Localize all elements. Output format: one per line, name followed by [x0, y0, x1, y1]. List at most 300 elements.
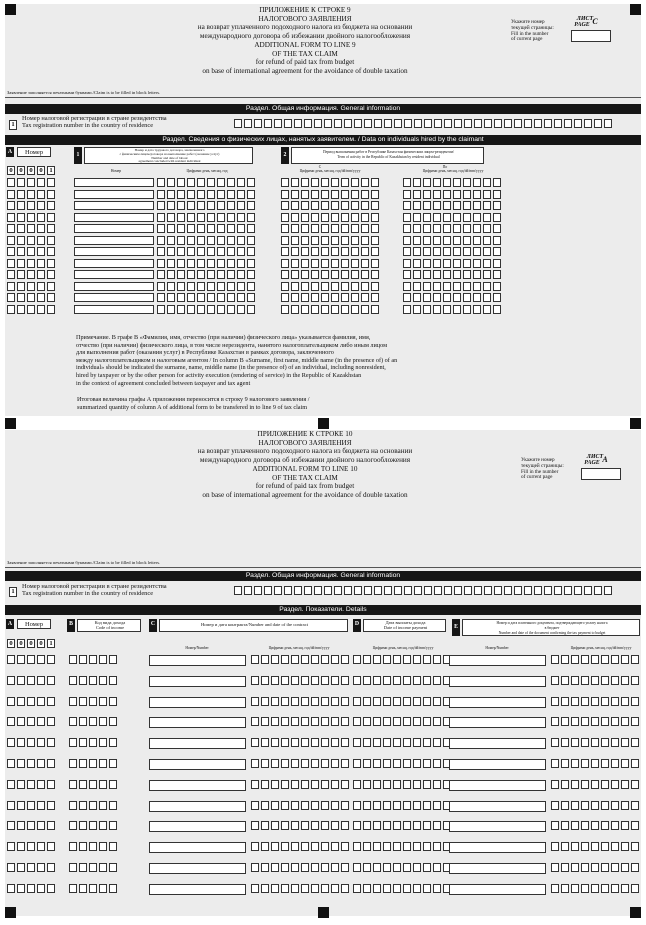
- row-number-cell[interactable]: [27, 759, 35, 768]
- contract-date-digit[interactable]: [237, 201, 245, 210]
- period-start-digit[interactable]: [341, 236, 349, 245]
- contract-date-digit[interactable]: [311, 863, 319, 872]
- payment-doc-number-input[interactable]: [449, 759, 546, 770]
- period-end-digit[interactable]: [403, 270, 411, 279]
- payment-doc-date-digit[interactable]: [551, 697, 559, 706]
- contract-number-input[interactable]: [74, 178, 154, 187]
- income-code-digit[interactable]: [109, 655, 117, 664]
- payment-doc-date-digit[interactable]: [581, 717, 589, 726]
- tax-reg-digit[interactable]: [504, 586, 512, 595]
- contract-date-digit[interactable]: [187, 293, 195, 302]
- contract-date-digit[interactable]: [247, 247, 255, 256]
- contract-date-digit[interactable]: [291, 697, 299, 706]
- payment-date-digit[interactable]: [373, 863, 381, 872]
- contract-date-digit[interactable]: [247, 213, 255, 222]
- contract-date-digit[interactable]: [261, 738, 269, 747]
- period-end-digit[interactable]: [473, 178, 481, 187]
- row-number-cell[interactable]: [47, 178, 55, 187]
- period-end-digit[interactable]: [423, 270, 431, 279]
- contract-date-digit[interactable]: [301, 842, 309, 851]
- contract-number-input[interactable]: [149, 717, 246, 728]
- payment-doc-date-digit[interactable]: [591, 697, 599, 706]
- row-number-cell[interactable]: [37, 863, 45, 872]
- period-start-digit[interactable]: [341, 270, 349, 279]
- contract-date-digit[interactable]: [157, 293, 165, 302]
- period-start-digit[interactable]: [281, 270, 289, 279]
- contract-date-digit[interactable]: [281, 863, 289, 872]
- payment-doc-date-digit[interactable]: [631, 655, 639, 664]
- period-end-digit[interactable]: [453, 236, 461, 245]
- income-code-digit[interactable]: [79, 655, 87, 664]
- period-start-digit[interactable]: [281, 213, 289, 222]
- contract-number-input[interactable]: [149, 738, 246, 749]
- contract-date-digit[interactable]: [291, 821, 299, 830]
- contract-date-digit[interactable]: [291, 801, 299, 810]
- payment-doc-date-digit[interactable]: [591, 801, 599, 810]
- payment-doc-date-digit[interactable]: [571, 884, 579, 893]
- contract-date-digit[interactable]: [301, 821, 309, 830]
- period-end-digit[interactable]: [413, 224, 421, 233]
- income-code-digit[interactable]: [89, 842, 97, 851]
- income-code-digit[interactable]: [89, 863, 97, 872]
- contract-date-digit[interactable]: [261, 863, 269, 872]
- payment-date-digit[interactable]: [363, 717, 371, 726]
- payment-doc-date-digit[interactable]: [621, 759, 629, 768]
- contract-date-digit[interactable]: [177, 224, 185, 233]
- income-code-digit[interactable]: [79, 821, 87, 830]
- period-start-digit[interactable]: [371, 247, 379, 256]
- row-number-cell[interactable]: [7, 697, 15, 706]
- contract-date-digit[interactable]: [217, 305, 225, 314]
- payment-date-digit[interactable]: [383, 697, 391, 706]
- payment-date-digit[interactable]: [403, 863, 411, 872]
- row-number-cell[interactable]: [7, 738, 15, 747]
- row-number-cell[interactable]: [17, 842, 25, 851]
- contract-date-digit[interactable]: [177, 201, 185, 210]
- page-number-input[interactable]: [571, 30, 611, 42]
- contract-date-digit[interactable]: [271, 863, 279, 872]
- contract-date-digit[interactable]: [281, 780, 289, 789]
- payment-doc-date-digit[interactable]: [631, 780, 639, 789]
- contract-date-digit[interactable]: [321, 655, 329, 664]
- payment-doc-date-digit[interactable]: [621, 780, 629, 789]
- period-start-digit[interactable]: [331, 305, 339, 314]
- income-code-digit[interactable]: [99, 842, 107, 851]
- tax-reg-digit[interactable]: [364, 586, 372, 595]
- payment-doc-date-digit[interactable]: [621, 697, 629, 706]
- contract-number-input[interactable]: [149, 780, 246, 791]
- payment-doc-date-digit[interactable]: [581, 738, 589, 747]
- period-start-digit[interactable]: [371, 178, 379, 187]
- period-start-digit[interactable]: [351, 305, 359, 314]
- payment-doc-date-digit[interactable]: [561, 842, 569, 851]
- period-start-digit[interactable]: [301, 178, 309, 187]
- row-number-cell[interactable]: [47, 884, 55, 893]
- payment-doc-date-digit[interactable]: [581, 842, 589, 851]
- contract-date-digit[interactable]: [227, 247, 235, 256]
- period-end-digit[interactable]: [453, 247, 461, 256]
- tax-reg-digit[interactable]: [484, 119, 492, 128]
- contract-date-digit[interactable]: [321, 821, 329, 830]
- income-code-digit[interactable]: [109, 801, 117, 810]
- payment-date-digit[interactable]: [433, 821, 441, 830]
- page-number-input[interactable]: [581, 468, 621, 480]
- contract-date-digit[interactable]: [247, 236, 255, 245]
- row-number-cell[interactable]: [17, 178, 25, 187]
- row-number-cell[interactable]: [47, 259, 55, 268]
- tax-reg-digit[interactable]: [524, 119, 532, 128]
- period-start-digit[interactable]: [361, 213, 369, 222]
- income-code-digit[interactable]: [109, 884, 117, 893]
- contract-date-digit[interactable]: [311, 676, 319, 685]
- payment-doc-date-digit[interactable]: [561, 801, 569, 810]
- period-start-digit[interactable]: [341, 282, 349, 291]
- contract-date-digit[interactable]: [187, 247, 195, 256]
- period-start-digit[interactable]: [311, 293, 319, 302]
- contract-date-digit[interactable]: [207, 178, 215, 187]
- period-start-digit[interactable]: [281, 282, 289, 291]
- payment-date-digit[interactable]: [413, 676, 421, 685]
- tax-reg-digit[interactable]: [344, 586, 352, 595]
- row-number-cell[interactable]: [37, 282, 45, 291]
- payment-doc-date-digit[interactable]: [571, 821, 579, 830]
- period-end-digit[interactable]: [463, 293, 471, 302]
- tax-reg-digit[interactable]: [534, 586, 542, 595]
- row-number-cell[interactable]: [27, 697, 35, 706]
- payment-date-digit[interactable]: [413, 697, 421, 706]
- payment-date-digit[interactable]: [353, 780, 361, 789]
- income-code-digit[interactable]: [69, 697, 77, 706]
- period-start-digit[interactable]: [321, 213, 329, 222]
- tax-reg-digit[interactable]: [334, 119, 342, 128]
- payment-date-digit[interactable]: [413, 738, 421, 747]
- payment-date-digit[interactable]: [393, 759, 401, 768]
- period-start-digit[interactable]: [321, 305, 329, 314]
- contract-date-digit[interactable]: [247, 259, 255, 268]
- contract-date-digit[interactable]: [341, 884, 349, 893]
- payment-date-digit[interactable]: [383, 780, 391, 789]
- period-end-digit[interactable]: [413, 201, 421, 210]
- period-start-digit[interactable]: [291, 213, 299, 222]
- contract-date-digit[interactable]: [237, 224, 245, 233]
- payment-doc-date-digit[interactable]: [611, 655, 619, 664]
- period-start-digit[interactable]: [311, 190, 319, 199]
- period-start-digit[interactable]: [331, 247, 339, 256]
- contract-date-digit[interactable]: [227, 293, 235, 302]
- contract-date-digit[interactable]: [331, 717, 339, 726]
- period-start-digit[interactable]: [291, 282, 299, 291]
- income-code-digit[interactable]: [79, 759, 87, 768]
- tax-reg-digit[interactable]: [554, 119, 562, 128]
- payment-date-digit[interactable]: [353, 801, 361, 810]
- payment-doc-date-digit[interactable]: [551, 676, 559, 685]
- payment-date-digit[interactable]: [423, 738, 431, 747]
- contract-date-digit[interactable]: [291, 780, 299, 789]
- row-number-cell[interactable]: [37, 676, 45, 685]
- tax-reg-digit[interactable]: [254, 586, 262, 595]
- period-start-digit[interactable]: [281, 178, 289, 187]
- tax-reg-digit[interactable]: [454, 586, 462, 595]
- tax-reg-digit[interactable]: [484, 586, 492, 595]
- contract-date-digit[interactable]: [341, 697, 349, 706]
- row-number-cell[interactable]: [37, 213, 45, 222]
- payment-doc-date-digit[interactable]: [631, 801, 639, 810]
- payment-date-digit[interactable]: [363, 884, 371, 893]
- tax-reg-digit[interactable]: [414, 586, 422, 595]
- tax-reg-digit[interactable]: [544, 119, 552, 128]
- period-start-digit[interactable]: [281, 293, 289, 302]
- payment-date-digit[interactable]: [353, 717, 361, 726]
- period-start-digit[interactable]: [301, 259, 309, 268]
- contract-date-digit[interactable]: [177, 247, 185, 256]
- payment-doc-date-digit[interactable]: [621, 884, 629, 893]
- payment-doc-number-input[interactable]: [449, 738, 546, 749]
- row-number-cell[interactable]: [17, 863, 25, 872]
- row-number-cell[interactable]: [17, 884, 25, 893]
- contract-date-digit[interactable]: [301, 759, 309, 768]
- contract-date-digit[interactable]: [301, 738, 309, 747]
- contract-date-digit[interactable]: [291, 842, 299, 851]
- payment-date-digit[interactable]: [433, 738, 441, 747]
- contract-number-input[interactable]: [74, 213, 154, 222]
- payment-doc-date-digit[interactable]: [591, 780, 599, 789]
- row-number-cell[interactable]: [7, 247, 15, 256]
- contract-date-digit[interactable]: [247, 201, 255, 210]
- period-start-digit[interactable]: [351, 178, 359, 187]
- period-start-digit[interactable]: [331, 190, 339, 199]
- payment-doc-date-digit[interactable]: [611, 717, 619, 726]
- period-start-digit[interactable]: [321, 178, 329, 187]
- period-end-digit[interactable]: [463, 236, 471, 245]
- contract-date-digit[interactable]: [207, 213, 215, 222]
- contract-date-digit[interactable]: [237, 178, 245, 187]
- period-end-digit[interactable]: [473, 201, 481, 210]
- contract-date-digit[interactable]: [227, 224, 235, 233]
- period-start-digit[interactable]: [281, 236, 289, 245]
- payment-doc-date-digit[interactable]: [551, 842, 559, 851]
- contract-date-digit[interactable]: [177, 305, 185, 314]
- contract-number-input[interactable]: [149, 697, 246, 708]
- income-code-digit[interactable]: [99, 717, 107, 726]
- income-code-digit[interactable]: [69, 676, 77, 685]
- income-code-digit[interactable]: [69, 738, 77, 747]
- row-number-cell[interactable]: [27, 842, 35, 851]
- contract-date-digit[interactable]: [207, 247, 215, 256]
- contract-date-digit[interactable]: [157, 213, 165, 222]
- tax-reg-digit[interactable]: [504, 119, 512, 128]
- tax-reg-digit[interactable]: [584, 119, 592, 128]
- tax-reg-digit[interactable]: [564, 119, 572, 128]
- period-end-digit[interactable]: [453, 259, 461, 268]
- contract-number-input[interactable]: [149, 676, 246, 687]
- row-number-cell[interactable]: [47, 821, 55, 830]
- row-number-cell[interactable]: [27, 247, 35, 256]
- payment-date-digit[interactable]: [413, 717, 421, 726]
- period-end-digit[interactable]: [483, 247, 491, 256]
- payment-doc-date-digit[interactable]: [581, 676, 589, 685]
- tax-reg-digit[interactable]: [424, 119, 432, 128]
- period-end-digit[interactable]: [433, 247, 441, 256]
- payment-doc-number-input[interactable]: [449, 655, 546, 666]
- period-end-digit[interactable]: [413, 213, 421, 222]
- tax-reg-digit[interactable]: [314, 119, 322, 128]
- period-end-digit[interactable]: [423, 178, 431, 187]
- period-start-digit[interactable]: [301, 201, 309, 210]
- payment-date-digit[interactable]: [393, 780, 401, 789]
- contract-date-digit[interactable]: [251, 801, 259, 810]
- contract-date-digit[interactable]: [167, 236, 175, 245]
- income-code-digit[interactable]: [99, 801, 107, 810]
- contract-date-digit[interactable]: [321, 738, 329, 747]
- period-end-digit[interactable]: [483, 236, 491, 245]
- tax-reg-digit[interactable]: [474, 119, 482, 128]
- period-start-digit[interactable]: [371, 224, 379, 233]
- row-number-cell[interactable]: [27, 863, 35, 872]
- period-start-digit[interactable]: [351, 282, 359, 291]
- payment-doc-number-input[interactable]: [449, 780, 546, 791]
- contract-date-digit[interactable]: [237, 305, 245, 314]
- row-number-cell[interactable]: [17, 293, 25, 302]
- period-start-digit[interactable]: [361, 190, 369, 199]
- payment-date-digit[interactable]: [393, 738, 401, 747]
- period-start-digit[interactable]: [361, 236, 369, 245]
- period-end-digit[interactable]: [423, 282, 431, 291]
- period-end-digit[interactable]: [413, 293, 421, 302]
- contract-date-digit[interactable]: [217, 236, 225, 245]
- period-start-digit[interactable]: [371, 190, 379, 199]
- payment-doc-date-digit[interactable]: [561, 697, 569, 706]
- period-end-digit[interactable]: [493, 259, 501, 268]
- tax-reg-digit[interactable]: [294, 119, 302, 128]
- contract-date-digit[interactable]: [271, 676, 279, 685]
- contract-date-digit[interactable]: [167, 201, 175, 210]
- period-start-digit[interactable]: [281, 259, 289, 268]
- payment-doc-number-input[interactable]: [449, 676, 546, 687]
- period-end-digit[interactable]: [473, 224, 481, 233]
- period-end-digit[interactable]: [483, 270, 491, 279]
- payment-doc-date-digit[interactable]: [581, 655, 589, 664]
- contract-date-digit[interactable]: [271, 821, 279, 830]
- payment-doc-date-digit[interactable]: [621, 717, 629, 726]
- tax-reg-digit[interactable]: [264, 586, 272, 595]
- period-end-digit[interactable]: [403, 293, 411, 302]
- payment-date-digit[interactable]: [413, 884, 421, 893]
- row-number-cell[interactable]: [37, 884, 45, 893]
- period-end-digit[interactable]: [493, 178, 501, 187]
- period-end-digit[interactable]: [423, 236, 431, 245]
- income-code-digit[interactable]: [79, 676, 87, 685]
- contract-date-digit[interactable]: [291, 676, 299, 685]
- payment-doc-date-digit[interactable]: [611, 697, 619, 706]
- period-start-digit[interactable]: [361, 247, 369, 256]
- row-number-cell[interactable]: [17, 247, 25, 256]
- payment-date-digit[interactable]: [423, 780, 431, 789]
- contract-number-input[interactable]: [74, 305, 154, 314]
- period-start-digit[interactable]: [341, 247, 349, 256]
- period-end-digit[interactable]: [423, 213, 431, 222]
- period-end-digit[interactable]: [433, 236, 441, 245]
- payment-date-digit[interactable]: [403, 759, 411, 768]
- payment-date-digit[interactable]: [423, 884, 431, 893]
- payment-doc-date-digit[interactable]: [611, 821, 619, 830]
- payment-date-digit[interactable]: [413, 780, 421, 789]
- payment-doc-date-digit[interactable]: [601, 780, 609, 789]
- period-end-digit[interactable]: [403, 224, 411, 233]
- row-number-cell[interactable]: [37, 697, 45, 706]
- payment-doc-date-digit[interactable]: [601, 697, 609, 706]
- row-number-cell[interactable]: [27, 305, 35, 314]
- contract-date-digit[interactable]: [207, 236, 215, 245]
- period-end-digit[interactable]: [473, 247, 481, 256]
- row-number-cell[interactable]: [47, 293, 55, 302]
- contract-date-digit[interactable]: [187, 178, 195, 187]
- row-number-cell[interactable]: [37, 201, 45, 210]
- income-code-digit[interactable]: [89, 759, 97, 768]
- tax-reg-digit[interactable]: [364, 119, 372, 128]
- contract-date-digit[interactable]: [207, 224, 215, 233]
- tax-reg-digit[interactable]: [274, 586, 282, 595]
- contract-date-digit[interactable]: [177, 270, 185, 279]
- row-number-cell[interactable]: [17, 655, 25, 664]
- period-start-digit[interactable]: [331, 224, 339, 233]
- contract-date-digit[interactable]: [271, 780, 279, 789]
- contract-date-digit[interactable]: [291, 863, 299, 872]
- period-end-digit[interactable]: [443, 270, 451, 279]
- contract-date-digit[interactable]: [261, 842, 269, 851]
- payment-doc-date-digit[interactable]: [581, 821, 589, 830]
- tax-reg-digit[interactable]: [494, 586, 502, 595]
- row-number-cell[interactable]: [47, 282, 55, 291]
- row-number-cell[interactable]: [7, 801, 15, 810]
- period-end-digit[interactable]: [463, 247, 471, 256]
- period-start-digit[interactable]: [291, 293, 299, 302]
- period-end-digit[interactable]: [403, 247, 411, 256]
- contract-date-digit[interactable]: [301, 780, 309, 789]
- period-start-digit[interactable]: [371, 259, 379, 268]
- contract-date-digit[interactable]: [227, 270, 235, 279]
- payment-doc-date-digit[interactable]: [601, 863, 609, 872]
- row-number-cell[interactable]: [17, 270, 25, 279]
- payment-date-digit[interactable]: [383, 759, 391, 768]
- period-start-digit[interactable]: [351, 190, 359, 199]
- income-code-digit[interactable]: [89, 821, 97, 830]
- row-number-cell[interactable]: [37, 738, 45, 747]
- contract-date-digit[interactable]: [301, 884, 309, 893]
- period-end-digit[interactable]: [403, 178, 411, 187]
- contract-date-digit[interactable]: [247, 270, 255, 279]
- tax-reg-digit[interactable]: [384, 119, 392, 128]
- contract-date-digit[interactable]: [157, 247, 165, 256]
- payment-doc-date-digit[interactable]: [591, 738, 599, 747]
- period-start-digit[interactable]: [331, 178, 339, 187]
- contract-number-input[interactable]: [74, 293, 154, 302]
- period-start-digit[interactable]: [331, 293, 339, 302]
- payment-date-digit[interactable]: [393, 801, 401, 810]
- contract-date-digit[interactable]: [157, 224, 165, 233]
- payment-date-digit[interactable]: [373, 676, 381, 685]
- period-start-digit[interactable]: [331, 282, 339, 291]
- contract-date-digit[interactable]: [261, 801, 269, 810]
- period-start-digit[interactable]: [341, 190, 349, 199]
- period-start-digit[interactable]: [371, 236, 379, 245]
- payment-doc-date-digit[interactable]: [571, 655, 579, 664]
- row-number-cell[interactable]: [47, 759, 55, 768]
- contract-date-digit[interactable]: [281, 842, 289, 851]
- contract-date-digit[interactable]: [177, 236, 185, 245]
- income-code-digit[interactable]: [69, 780, 77, 789]
- tax-reg-digit[interactable]: [314, 586, 322, 595]
- payment-doc-date-digit[interactable]: [611, 884, 619, 893]
